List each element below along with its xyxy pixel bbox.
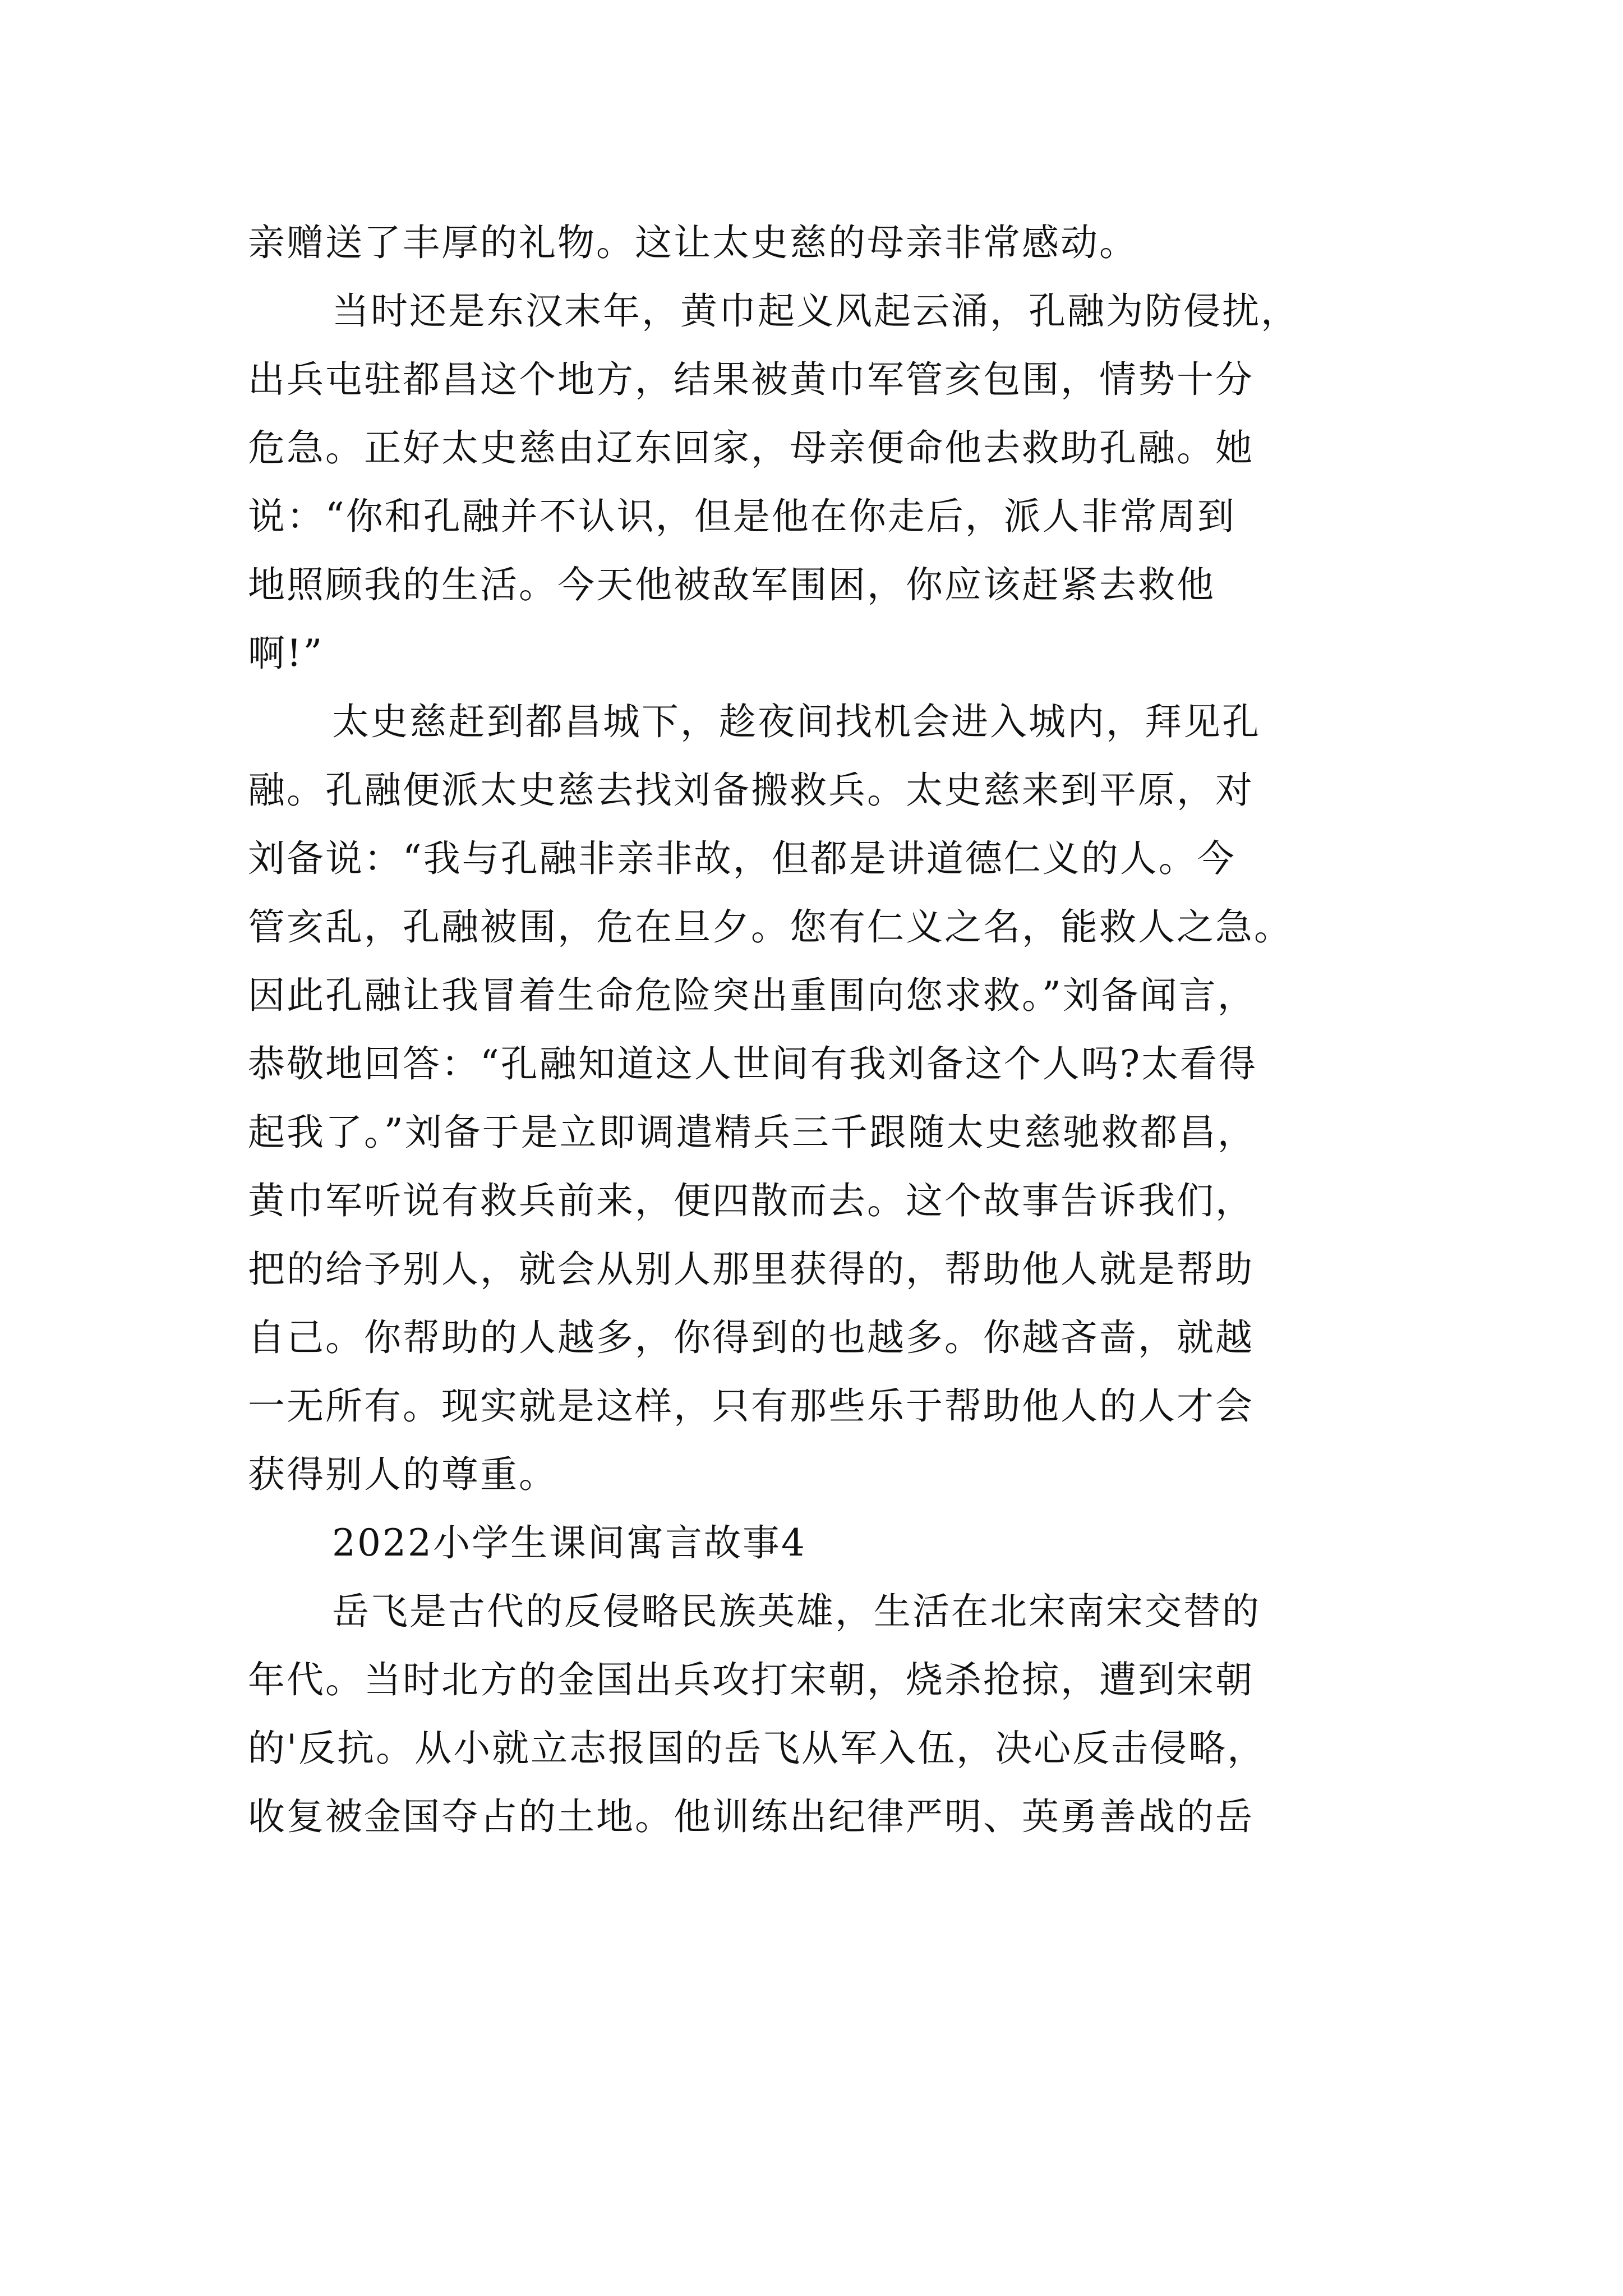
paragraph-line: 恭敬地回答：“孔融知道这人世间有我刘备这个人吗?太看得 [248, 1042, 1258, 1085]
section-heading: 2022小学生课间寓言故事4 [332, 1521, 806, 1565]
paragraph-line: 危急。正好太史慈由辽东回家，母亲便命他去救助孔融。她 [248, 426, 1254, 470]
paragraph-first-line: 太史慈赶到都昌城下，趁夜间找机会进入城内，拜见孔 [332, 700, 1261, 743]
paragraph-line: 啊!” [248, 632, 324, 675]
paragraph-line: 亲赠送了丰厚的礼物。这让太史慈的母亲非常感动。 [248, 221, 1138, 264]
paragraph-line: 因此孔融让我冒着生命危险突出重围向您求救。”刘备闻言， [248, 974, 1256, 1017]
paragraph-line: 把的给予别人，就会从别人那里获得的，帮助他人就是帮助 [248, 1248, 1254, 1291]
paragraph-line: 刘备说：“我与孔融非亲非故，但都是讲道德仁义的人。今 [248, 837, 1236, 880]
paragraph-line: 说：“你和孔融并不认识，但是他在你走后，派人非常周到 [248, 495, 1236, 538]
paragraph-line: 获得别人的尊重。 [248, 1453, 557, 1496]
paragraph-line: 地照顾我的生活。今天他被敌军围困，你应该赶紧去救他 [248, 563, 1215, 606]
paragraph-line: 自己。你帮助的人越多，你得到的也越多。你越吝啬，就越 [248, 1316, 1254, 1359]
paragraph-line: 出兵屯驻都昌这个地方，结果被黄巾军管亥包围，情势十分 [248, 358, 1254, 401]
paragraph-line: 起我了。”刘备于是立即调遣精兵三千跟随太史慈驰救都昌， [248, 1111, 1256, 1154]
paragraph-line: 黄巾军听说有救兵前来，便四散而去。这个故事告诉我们， [248, 1179, 1254, 1222]
paragraph-line: 的'反抗。从小就立志报国的岳飞从军入伍，决心反击侵略， [248, 1727, 1266, 1770]
paragraph-line: 一无所有。现实就是这样，只有那些乐于帮助他人的人才会 [248, 1384, 1254, 1428]
paragraph-line: 收复被金国夺占的土地。他训练出纪律严明、英勇善战的岳 [248, 1795, 1254, 1838]
paragraph-first-line: 岳飞是古代的反侵略民族英雄，生活在北宋南宋交替的 [332, 1590, 1261, 1633]
paragraph-line: 管亥乱，孔融被围，危在旦夕。您有仁义之名，能救人之急。 [248, 905, 1293, 949]
paragraph-line: 年代。当时北方的金国出兵攻打宋朝，烧杀抢掠，遭到宋朝 [248, 1658, 1254, 1701]
paragraph-first-line: 当时还是东汉末年，黄巾起义风起云涌，孔融为防侵扰， [332, 289, 1299, 333]
document-body [248, 209, 1395, 1851]
paragraph-line: 融。孔融便派太史慈去找刘备搬救兵。太史慈来到平原，对 [248, 769, 1254, 812]
